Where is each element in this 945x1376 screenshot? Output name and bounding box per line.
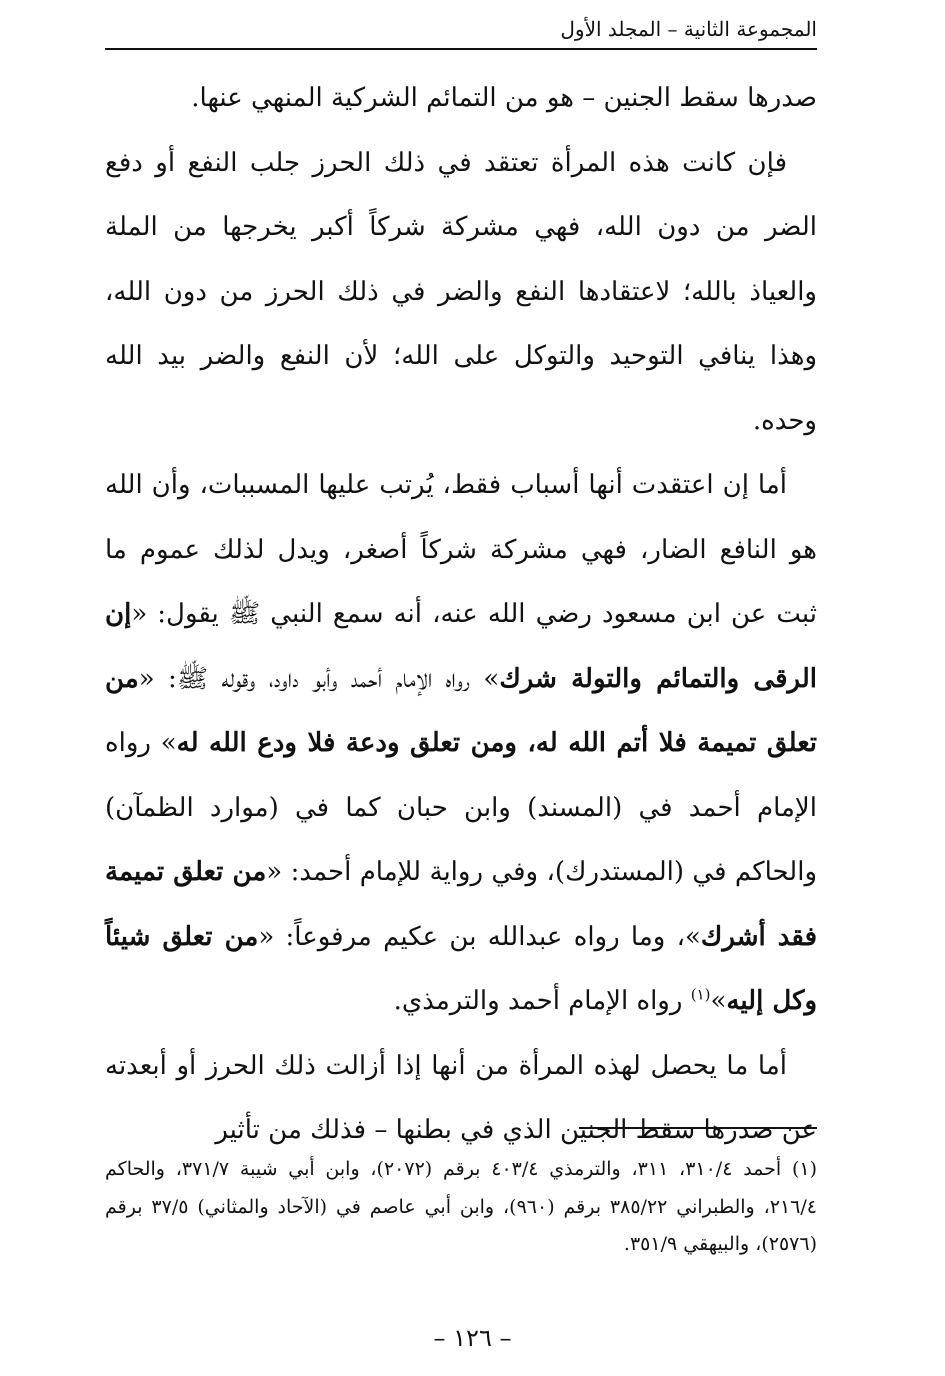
hadith-quote-2: من تعلق تميمة فلا أتم الله له، ومن تعلق ودعة فلا ودع الله له bbox=[105, 663, 817, 758]
footnote-reference-1[interactable]: (١) bbox=[690, 985, 711, 1004]
footnotes bbox=[105, 1151, 817, 1264]
paragraph-3-text-5: » bbox=[710, 986, 727, 1016]
page-number: – ١٢٦ – bbox=[433, 1324, 512, 1352]
paragraph-3-text-1: أما إن اعتقدت أنها أسباب فقط، يُرتب عليها المسببات، وأن الله هو النافع الضار، فهي مشركة شركاً أصغر، ويدل لذلك عموم ما ثبت عن ابن مسعود رضي الله عنه، أنه سمع النبي ﷺ يقول: « bbox=[105, 470, 817, 629]
running-header bbox=[105, 14, 817, 50]
paragraph-3 bbox=[105, 453, 817, 1034]
paragraph-3-text-4: »، وما رواه عبدالله بن عكيم مرفوعاً: « bbox=[258, 921, 701, 952]
main-text bbox=[105, 66, 817, 1163]
paragraph-3-text-2: » رواه الإمام أحمد وأبو داود، وقوله ﷺ: « bbox=[138, 663, 500, 694]
paragraph-3-text-3: » رواه الإمام أحمد في (المسند) وابن حبان كما في (موارد الظمآن) والحاكم في (المستدرك)، وفي رواية للإمام أحمد: « bbox=[105, 728, 817, 887]
hadith-quote-3: من تعلق تميمة فقد أشرك bbox=[105, 857, 817, 952]
paragraph-1: صدرها سقط الجنين – هو من التمائم الشركية المنهي عنها. bbox=[191, 83, 817, 113]
paragraph-4: أما ما يحصل لهذه المرأة من أنها إذا أزالت ذلك الحرز أو أبعدته عن صدرها سقط الجنين الذي في بطنها – فذلك من تأثير bbox=[105, 1050, 817, 1145]
footnote-1: (١) أحمد ٣١٠/٤، ٣١١، والترمذي ٤٠٣/٤ برقم (٢٠٧٢)، وابن أبي شيبة ٣٧١/٧، والحاكم ٢١٦/٤، والطبراني ٣٨٥/٢٢ برقم (٩٦٠)، وابن أبي عاصم في (الآحاد والمثاني) ٣٧/٥ برقم (٢٥٧٦)، والبيهقي ٣٥١/٩. bbox=[105, 1158, 817, 1255]
paragraph-3-text-6: رواه الإمام أحمد والترمذي. bbox=[393, 986, 691, 1016]
hadith-quote-1: إن الرقى والتمائم والتولة شرك bbox=[105, 599, 817, 694]
footnote-divider bbox=[579, 1127, 817, 1129]
paragraph-2: فإن كانت هذه المرأة تعتقد في ذلك الحرز جلب النفع أو دفع الضر من دون الله، فهي مشركة شركاً أكبر يخرجها من الملة والعياذ بالله؛ لاعتقادها النفع والضر في ذلك الحرز من دون الله، وهذا ينافي التوحيد والتوكل على الله؛ لأن النفع والضر بيد الله وحده. bbox=[105, 147, 817, 436]
hadith-quote-4: من تعلق شيئاً وكل إليه bbox=[105, 921, 817, 1016]
running-title: المجموعة الثانية – المجلد الأول bbox=[552, 14, 817, 44]
